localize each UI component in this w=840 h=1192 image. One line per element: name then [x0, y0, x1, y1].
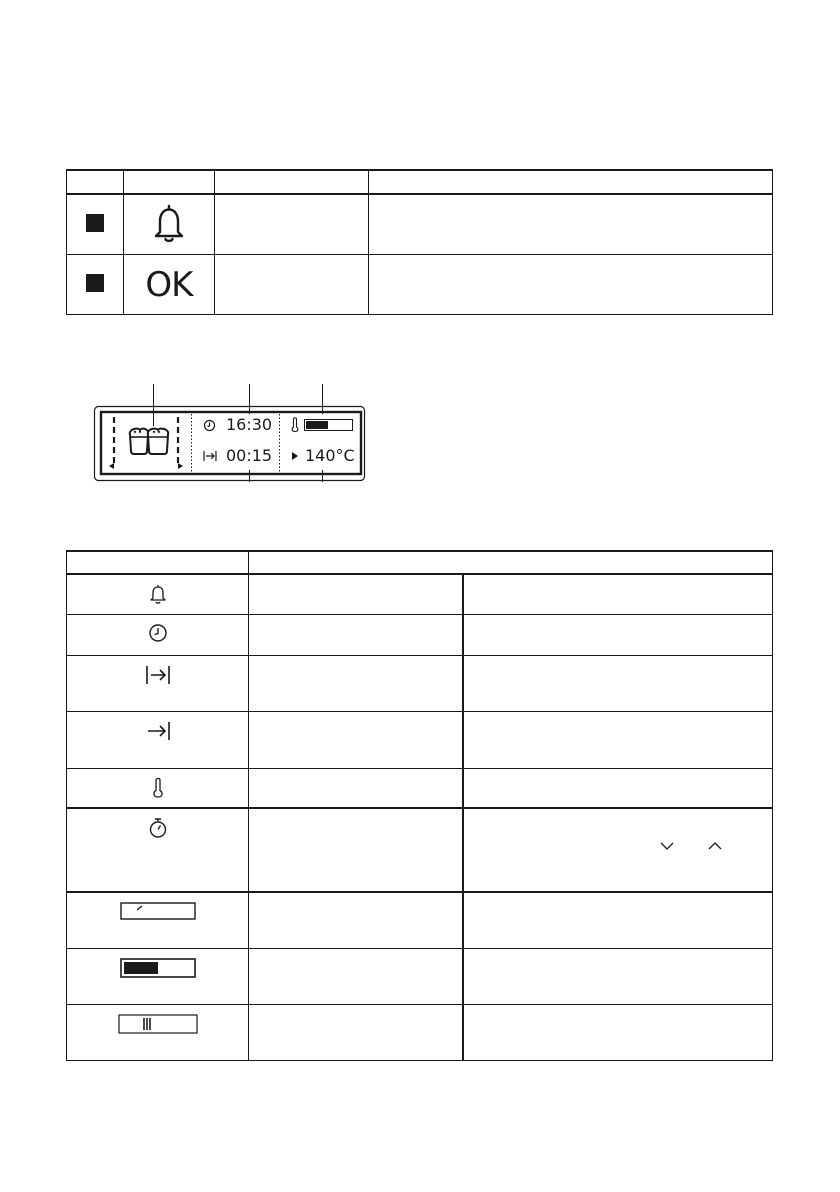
heat-up-indicator-empty-icon	[120, 902, 196, 920]
table-row	[67, 768, 773, 808]
heat-up-indicator	[304, 419, 354, 431]
thermometer-icon	[290, 417, 300, 433]
timer-icon	[148, 817, 168, 839]
end-icon	[145, 720, 171, 742]
table-row	[67, 948, 773, 1004]
table-row	[67, 808, 773, 892]
table-row	[67, 711, 773, 768]
table-row	[67, 892, 773, 948]
square-marker-icon	[86, 274, 104, 292]
thermometer-icon	[151, 777, 165, 799]
duration-icon	[203, 450, 217, 462]
clock-icon	[203, 419, 216, 432]
bell-icon	[148, 583, 168, 605]
play-arrow-icon	[291, 451, 299, 461]
oven-display-illustration	[90, 384, 386, 482]
table-row	[67, 614, 773, 655]
square-marker-icon	[86, 214, 104, 232]
ok-symbol: OK	[145, 264, 193, 305]
indicators-table-header	[67, 551, 773, 574]
chevron-up-icon	[707, 841, 723, 851]
duration-readout: 00:15	[226, 446, 273, 465]
chevron-down-icon	[659, 841, 675, 851]
symbols-table-header	[67, 170, 773, 194]
fast-heat-up-indicator-icon	[118, 1014, 198, 1034]
table-row	[67, 574, 773, 614]
clock-icon	[148, 623, 168, 643]
symbols-table	[66, 169, 773, 315]
bell-icon	[151, 202, 187, 244]
table-row	[67, 194, 773, 255]
display-indicators-table	[66, 550, 773, 1060]
table-row	[67, 255, 773, 315]
heat-up-indicator-filled-icon	[120, 958, 196, 978]
temperature-readout: 140°C	[305, 446, 355, 465]
duration-icon	[145, 664, 171, 686]
table-row	[67, 655, 773, 711]
time-readout: 16:30	[226, 415, 273, 434]
table-row	[67, 1004, 773, 1060]
bread-tins-icon	[126, 425, 174, 459]
